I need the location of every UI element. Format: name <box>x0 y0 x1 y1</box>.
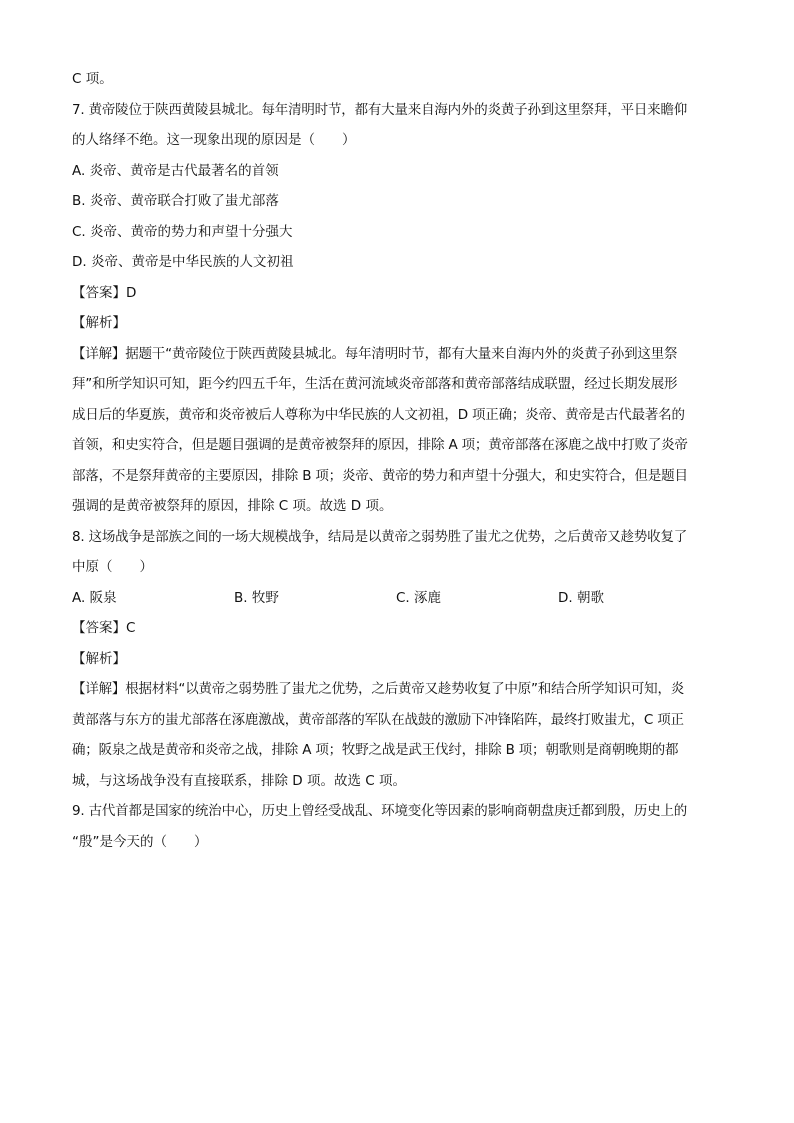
q7-detail-line-3: 成日后的华夏族，黄帝和炎帝被后人尊称为中华民族的人文初祖，D 项正确；炎帝、黄帝是古代最著名的 <box>72 406 685 423</box>
q8-stem-line-2: 中原（ ） <box>72 559 153 575</box>
document-page <box>72 64 722 857</box>
q7-option-b: B. 炎帝、黄帝联合打败了蚩尤部落 <box>72 193 279 209</box>
question-9 <box>72 796 722 857</box>
q8-option-a: A. 阪泉 <box>72 589 117 606</box>
q7-option-a: A. 炎帝、黄帝是古代最著名的首领 <box>72 162 279 179</box>
q8-stem-line-1: 8. 这场战争是部族之间的一场大规模战争，结局是以黄帝之弱势胜了蚩尤之优势，之后黄帝又趁势收复了 <box>72 528 688 545</box>
q7-stem-line-1: 7. 黄帝陵位于陕西黄陵县城北。每年清明时节，都有大量来自海内外的炎黄子孙到这里祭拜，平日来瞻仰 <box>72 101 688 118</box>
q8-detail-line-4: 城，与这场战争没有直接联系，排除 D 项。故选 C 项。 <box>72 772 406 789</box>
q7-detail-line-1: 【详解】据题干“黄帝陵位于陕西黄陵县城北。每年清明时节，都有大量来自海内外的炎黄子孙到这里祭 <box>72 345 678 362</box>
q7-detail-line-6: 强调的是黄帝被祭拜的原因，排除 C 项。故选 D 项。 <box>72 498 393 514</box>
q7-option-c: C. 炎帝、黄帝的势力和声望十分强大 <box>72 223 293 240</box>
q8-answer: 【答案】C <box>72 620 136 636</box>
q7-option-d: D. 炎帝、黄帝是中华民族的人文初祖 <box>72 254 294 270</box>
q7-answer: 【答案】D <box>72 284 137 301</box>
q8-option-d: D. 朝歌 <box>558 589 604 606</box>
q8-detail-line-2: 黄部落与东方的蚩尤部落在涿鹿激战，黄帝部落的军队在战鼓的激励下冲锋陷阵，最终打败蚩尤，C 项正 <box>72 711 684 728</box>
q8-options-row <box>72 583 722 614</box>
q8-detail-line-1: 【详解】根据材料“以黄帝之弱势胜了蚩尤之优势，之后黄帝又趁势收复了中原”和结合所学知识可知，炎 <box>72 681 685 697</box>
q9-stem-line-1: 9. 古代首都是国家的统治中心，历史上曾经受战乱、环境变化等因素的影响商朝盘庚迁都到殷，历史上的 <box>72 803 688 819</box>
q8-option-c: C. 涿鹿 <box>396 589 442 606</box>
q7-analysis-label: 【解析】 <box>72 315 126 331</box>
question-8 <box>72 522 722 797</box>
q7-stem-line-2: 的人络绎不绝。这一现象出现的原因是（ ） <box>72 132 356 148</box>
q7-detail-line-4: 首领，和史实符合，但是题目强调的是黄帝被祭拜的原因，排除 A 项；黄帝部落在涿鹿之战中打败了炎帝 <box>72 437 688 453</box>
q9-stem-line-2: “殷”是今天的（ ） <box>72 833 208 850</box>
q8-option-b: B. 牧野 <box>234 589 279 606</box>
question-7 <box>72 95 722 522</box>
q7-detail-line-2: 拜”和所学知识可知，距今约四五千年，生活在黄河流域炎帝部落和黄帝部落结成联盟，经过长期发展形 <box>72 376 678 392</box>
previous-answer-tail: C 项。 <box>72 71 113 87</box>
q8-detail-line-3: 确；阪泉之战是黄帝和炎帝之战，排除 A 项；牧野之战是武王伐纣，排除 B 项；朝歌则是商朝晚期的都 <box>72 742 679 758</box>
q8-analysis-label: 【解析】 <box>72 650 126 667</box>
q7-detail-line-5: 部落，不是祭拜黄帝的主要原因，排除 B 项；炎帝、黄帝的势力和声望十分强大，和史实符合，但是题目 <box>72 467 688 484</box>
